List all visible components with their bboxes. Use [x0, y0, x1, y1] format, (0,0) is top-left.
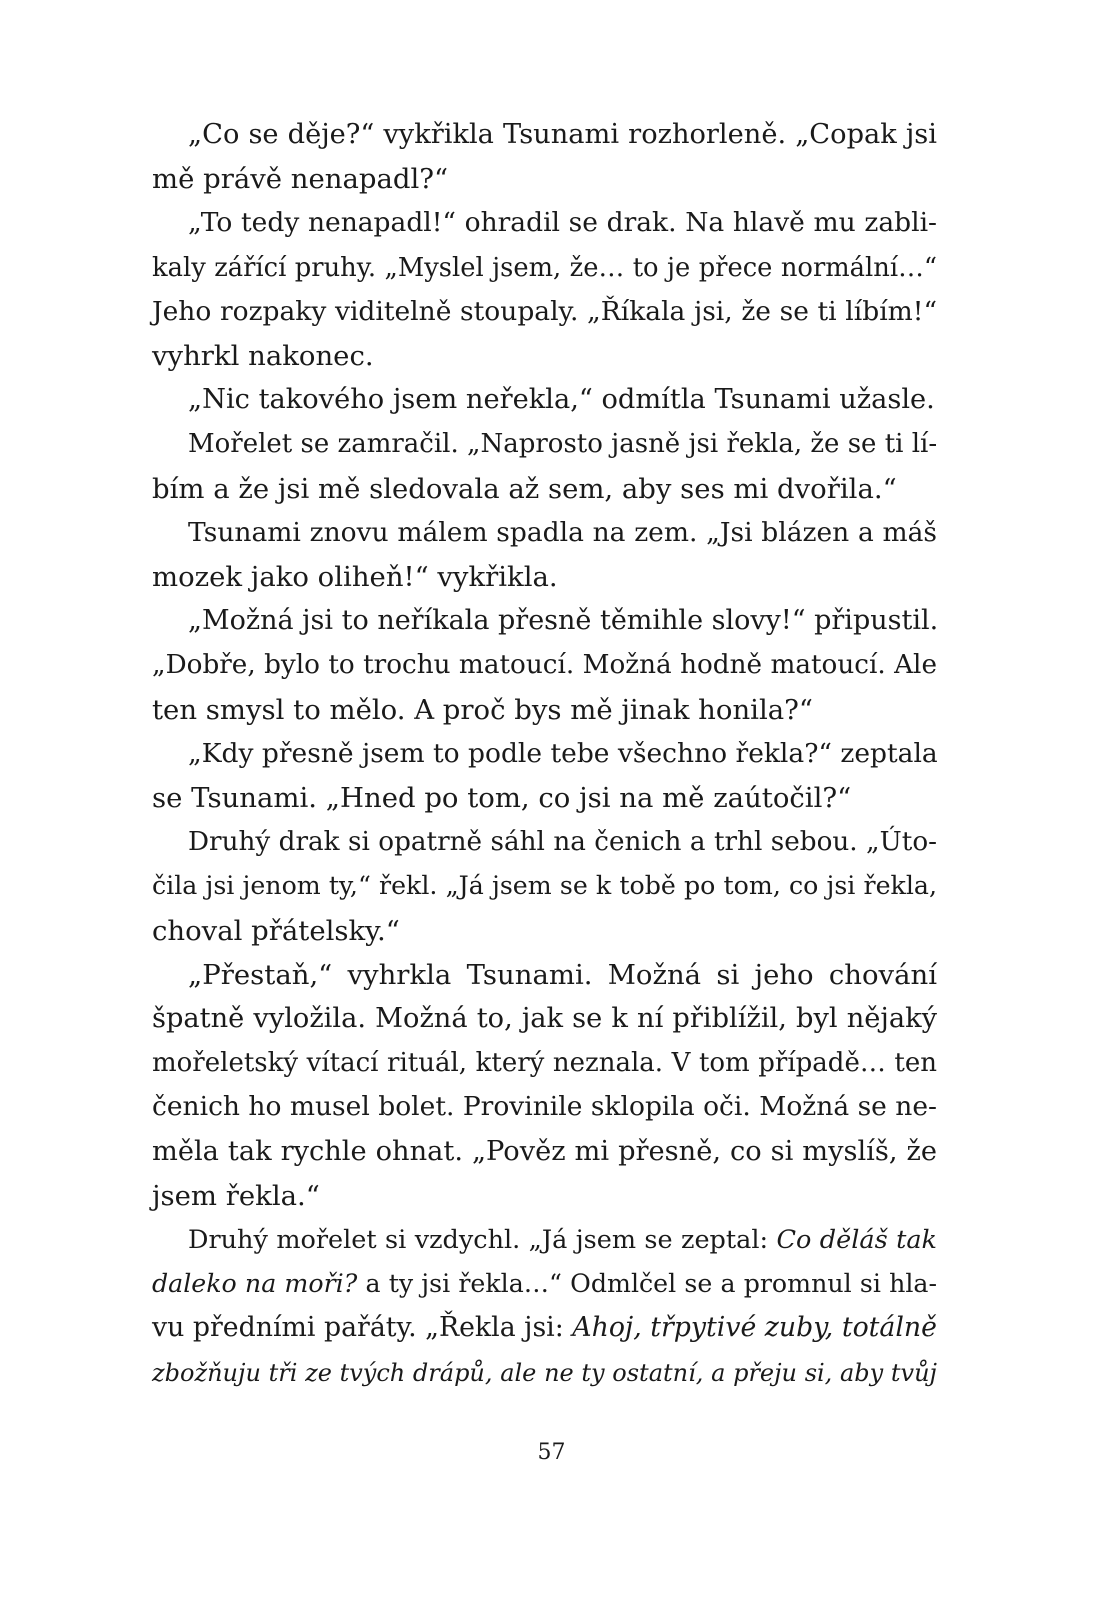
text-run: Mořelet se zamračil. „Naprosto jasně jsi řekla, že se ti lí-: [188, 429, 938, 460]
text-line: [152, 864, 937, 908]
text-line: [152, 378, 937, 422]
text-run: a ty jsi řekla…“ Odmlčel se a promnul si hla-: [357, 1269, 938, 1299]
text-line: [152, 555, 937, 599]
text-line: [152, 820, 937, 864]
paragraph: [152, 820, 937, 953]
paragraph: [152, 1218, 937, 1395]
text-run: špatně vyložila. Možná to, jak se k ní přiblížil, byl nějaký: [152, 1003, 937, 1035]
text-run: vyhrkl nakonec.: [152, 340, 374, 373]
text-line: [152, 997, 937, 1041]
text-line: [152, 511, 937, 555]
text-line: [152, 246, 937, 290]
text-run: „Dobře, bylo to trochu matoucí. Možná hodně matoucí. Ale: [152, 650, 937, 681]
paragraph: [152, 953, 937, 1218]
text-run: „Přestaň,“ vyhrkla Tsunami. Možná si jeho chování: [188, 958, 937, 991]
text-line: [152, 290, 937, 334]
text-line: [152, 732, 937, 776]
text-line: [152, 467, 937, 511]
text-run: Jeho rozpaky viditelně stoupaly. „Říkala jsi, že se ti líbím!“: [152, 295, 937, 327]
text-run: mořeletský vítací rituál, který neznala. V tom případě… ten: [152, 1048, 937, 1079]
text-run: „Nic takového jsem neřekla,“ odmítla Tsunami užasle.: [188, 384, 935, 416]
text-line: [152, 643, 937, 687]
paragraph: [152, 422, 937, 510]
text-line: [152, 1351, 937, 1395]
text-run: Druhý drak si opatrně sáhl na čenich a trhl sebou. „Úto-: [188, 827, 937, 858]
text-run: čila jsi jenom ty,“ řekl. „Já jsem se k tobě po tom, co jsi řekla,: [152, 871, 937, 901]
paragraph: [152, 511, 937, 599]
text-run: mozek jako oliheň!“ vykřikla.: [152, 561, 558, 594]
text-line: [152, 201, 937, 245]
text-run: jsem řekla.“: [152, 1179, 320, 1212]
text-line: [152, 1174, 937, 1218]
italic-text: zbožňuju tři ze tvých drápů, ale ne ty ostatní, a přeju si, aby tvůj: [152, 1358, 937, 1387]
paragraph: [152, 732, 937, 820]
text-run: „Možná jsi to neříkala přesně těmihle slovy!“ připustil.: [188, 605, 939, 637]
italic-text: Co děláš tak: [776, 1225, 937, 1256]
paragraph: [152, 378, 937, 422]
text-run: „Co se děje?“ vykřikla Tsunami rozhorleně. „Copak jsi: [188, 119, 937, 150]
text-line: [152, 1262, 937, 1306]
text-run: ten smysl to mělo. A proč bys mě jinak honila?“: [152, 693, 813, 726]
text-run: bím a že jsi mě sledovala až sem, aby ses mi dvořila.“: [152, 472, 897, 505]
text-run: čenich ho musel bolet. Provinile sklopila oči. Možná se ne-: [152, 1091, 937, 1123]
text-run: vu předními pařáty. „Řekla jsi:: [152, 1312, 573, 1344]
text-run: se Tsunami. „Hned po tom, co jsi na mě zaútočil?“: [152, 782, 852, 815]
text-line: [152, 1085, 937, 1129]
italic-text: Ahoj, třpytivé zuby, totálně: [572, 1312, 937, 1344]
text-line: [152, 1306, 937, 1350]
text-line: [152, 1041, 937, 1085]
body-text: [152, 113, 937, 1395]
paragraph: [152, 201, 937, 378]
italic-text: daleko na moři?: [152, 1269, 358, 1299]
text-run: mě právě nenapadl?“: [152, 163, 449, 196]
text-line: [152, 1218, 937, 1262]
text-line: [152, 113, 937, 157]
text-line: [152, 422, 937, 466]
paragraph: [152, 113, 937, 201]
text-run: „Kdy přesně jsem to podle tebe všechno řekla?“ zeptala: [188, 737, 938, 769]
text-line: [152, 688, 937, 732]
paragraph: [152, 599, 937, 732]
text-line: [152, 599, 937, 643]
text-run: choval přátelsky.“: [152, 914, 400, 947]
text-line: [152, 157, 937, 201]
text-run: Druhý mořelet si vzdychl. „Já jsem se zeptal:: [188, 1225, 777, 1256]
text-line: [152, 909, 937, 953]
page-number: 57: [537, 1440, 566, 1465]
text-run: měla tak rychle ohnat. „Pověz mi přesně, co si myslíš, že: [152, 1135, 937, 1167]
text-run: Tsunami znovu málem spadla na zem. „Jsi blázen a máš: [188, 516, 937, 548]
text-run: „To tedy nenapadl!“ ohradil se drak. Na hlavě mu zabli-: [188, 207, 937, 239]
text-run: kaly zářící pruhy. „Myslel jsem, že… to je přece normální…“: [152, 252, 937, 283]
text-line: [152, 1130, 937, 1174]
text-line: [152, 776, 937, 820]
text-line: [152, 953, 937, 997]
text-line: [152, 334, 937, 378]
